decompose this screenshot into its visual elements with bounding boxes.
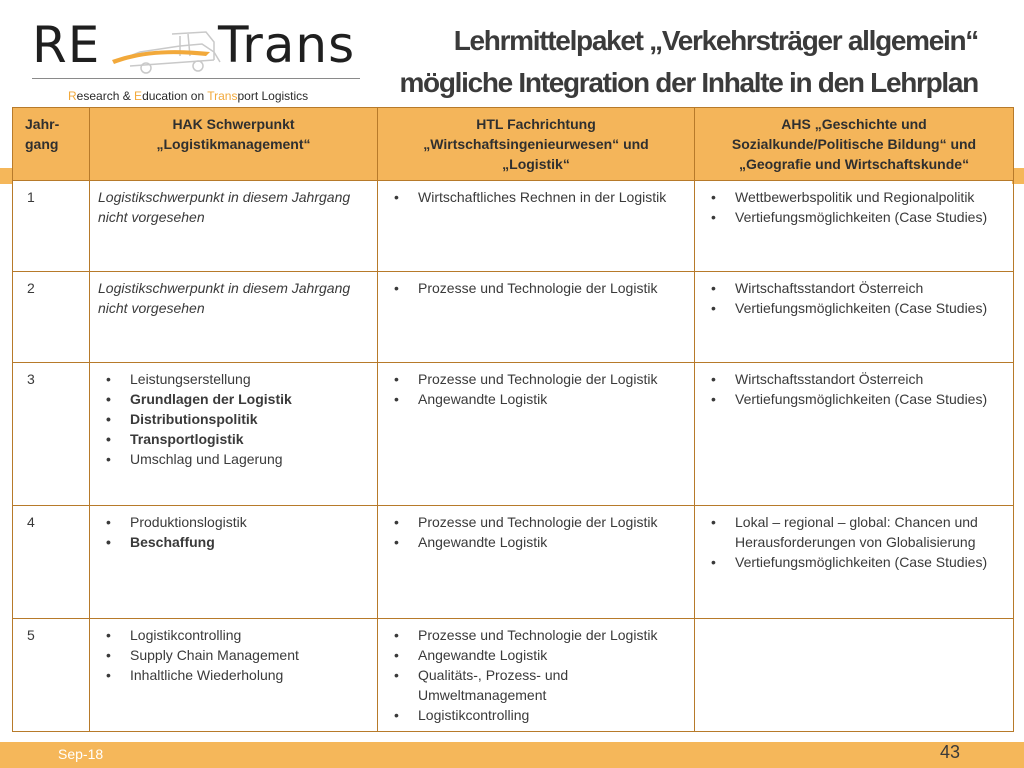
logo-subtitle-part: port Logistics [237, 89, 309, 103]
list-item: • Angewandte Logistik [386, 389, 686, 409]
curriculum-table-wrapper [12, 107, 1013, 732]
cell-hak-list [98, 512, 369, 552]
cell-ahs [695, 363, 1014, 506]
truck-icon [110, 22, 228, 80]
cell-hak [90, 506, 378, 619]
list-item: • Transportlogistik [98, 429, 369, 449]
cell-hak [90, 363, 378, 506]
list-item: • Wirtschaftliches Rechnen in der Logistik [386, 187, 686, 207]
cell-htl [378, 363, 695, 506]
slide-title [338, 20, 978, 104]
list-item: • Vertiefungsmöglichkeiten (Case Studies) [703, 298, 1005, 318]
cell-ahs [695, 272, 1014, 363]
cell-hak: Logistikschwerpunkt in diesem Jahrgang nicht vorgesehen [90, 181, 378, 272]
list-item: • Umschlag und Lagerung [98, 449, 369, 469]
list-item: • Logistikcontrolling [98, 625, 369, 645]
cell-year: 2 [13, 272, 90, 363]
retrans-logo [28, 12, 360, 102]
table-row [13, 272, 1014, 363]
cell-ahs-list [703, 187, 1005, 227]
list-item: • Vertiefungsmöglichkeiten (Case Studies) [703, 207, 1005, 227]
list-item: • Prozesse und Technologie der Logistik [386, 369, 686, 389]
list-item: • Wirtschaftsstandort Österreich [703, 369, 1005, 389]
logo-divider-top [32, 78, 360, 79]
cell-hak-list [98, 369, 369, 469]
logo-subtitle-part: E [134, 89, 143, 103]
logo-subtitle-part: esearch & [76, 89, 135, 103]
cell-ahs [695, 619, 1014, 732]
list-item: • Prozesse und Technologie der Logistik [386, 512, 686, 532]
cell-htl-list [386, 625, 686, 725]
cell-hak [90, 619, 378, 732]
list-item: • Beschaffung [98, 532, 369, 552]
logo-subtitle-part: ducation on [142, 89, 208, 103]
list-item: • Angewandte Logistik [386, 645, 686, 665]
header-htl: HTL Fachrichtung „Wirtschaftsingenieurwesen“ und „Logistik“ [378, 108, 695, 181]
list-item: • Inhaltliche Wiederholung [98, 665, 369, 685]
title-line-2: mögliche Integration der Inhalte in den Lehrplan [399, 67, 978, 98]
list-item: • Wirtschaftsstandort Österreich [703, 278, 1005, 298]
list-item: • Prozesse und Technologie der Logistik [386, 278, 686, 298]
list-item: • Lokal – regional – global: Chancen und Herausforderungen von Globalisierung [703, 512, 1005, 552]
cell-year: 3 [13, 363, 90, 506]
logo-right-text: Trans [218, 16, 356, 74]
table-header-row [13, 108, 1014, 181]
list-item: • Produktionslogistik [98, 512, 369, 532]
list-item: • Supply Chain Management [98, 645, 369, 665]
cell-htl-list [386, 369, 686, 409]
logo-subtitle [68, 88, 358, 104]
title-line-1: Lehrmittelpaket „Verkehrsträger allgemein“ [453, 25, 978, 56]
list-item: • Vertiefungsmöglichkeiten (Case Studies) [703, 552, 1005, 572]
cell-htl [378, 272, 695, 363]
cell-ahs-list [703, 278, 1005, 318]
header-hak: HAK Schwerpunkt „Logistikmanagement“ [90, 108, 378, 181]
list-item: • Logistikcontrolling [386, 705, 686, 725]
accent-bar-left [0, 168, 12, 184]
table-row [13, 181, 1014, 272]
list-item: • Wettbewerbspolitik und Regionalpolitik [703, 187, 1005, 207]
list-item: • Grundlagen der Logistik [98, 389, 369, 409]
cell-htl [378, 181, 695, 272]
list-item: • Qualitäts-, Prozess- und Umweltmanagement [386, 665, 686, 705]
header-jahrgang: Jahr- gang [13, 108, 90, 181]
cell-htl [378, 506, 695, 619]
list-item: • Prozesse und Technologie der Logistik [386, 625, 686, 645]
cell-htl [378, 619, 695, 732]
cell-year: 4 [13, 506, 90, 619]
table-row [13, 363, 1014, 506]
footer-date: Sep-18 [58, 746, 104, 762]
list-item: • Distributionspolitik [98, 409, 369, 429]
cell-year: 1 [13, 181, 90, 272]
cell-htl-list [386, 187, 686, 207]
cell-hak-list [98, 625, 369, 685]
logo-subtitle-part: R [68, 89, 77, 103]
list-item: • Angewandte Logistik [386, 532, 686, 552]
cell-ahs-list [703, 369, 1005, 409]
header-ahs: AHS „Geschichte und Sozialkunde/Politische Bildung“ und „Geografie und Wirtschaftskunde“ [695, 108, 1014, 181]
footer-bar [0, 742, 1024, 768]
logo-left-text: RE [32, 16, 101, 74]
curriculum-table [12, 107, 1014, 732]
cell-ahs [695, 181, 1014, 272]
cell-ahs [695, 506, 1014, 619]
cell-htl-list [386, 512, 686, 552]
cell-hak: Logistikschwerpunkt in diesem Jahrgang nicht vorgesehen [90, 272, 378, 363]
cell-htl-list [386, 278, 686, 298]
cell-ahs-list [703, 512, 1005, 572]
list-item: • Vertiefungsmöglichkeiten (Case Studies) [703, 389, 1005, 409]
table-row [13, 619, 1014, 732]
cell-year: 5 [13, 619, 90, 732]
logo-subtitle-part: Trans [207, 89, 238, 103]
list-item: • Leistungserstellung [98, 369, 369, 389]
table-row [13, 506, 1014, 619]
page-number: 43 [939, 742, 960, 762]
